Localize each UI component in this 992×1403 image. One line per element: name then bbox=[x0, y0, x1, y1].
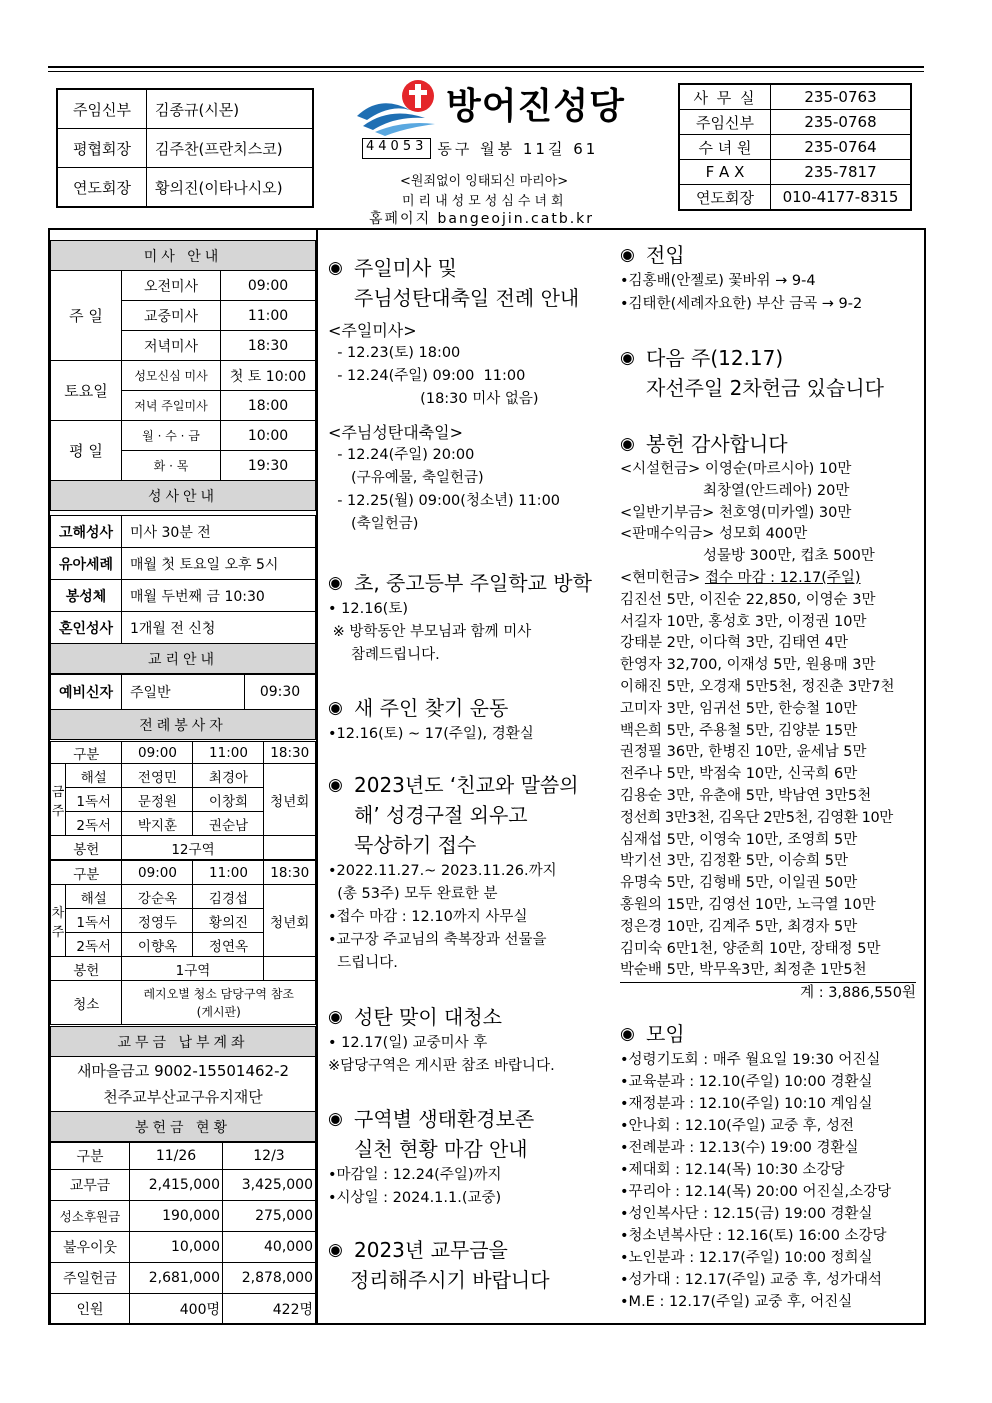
leader-role: 연도회장 bbox=[57, 168, 147, 208]
offering-category: 성소후원금 bbox=[51, 1201, 130, 1232]
sunday-label: 주 일 bbox=[51, 271, 122, 361]
meeting-line: •꾸리아 : 12.14(목) 20:00 어진실,소강당 bbox=[620, 1184, 892, 1200]
offering-amount: 190,000 bbox=[130, 1201, 223, 1232]
postal-code: 44053 bbox=[362, 138, 431, 159]
donor-line: 김진선 5만, 이진순 22,850, 이영순 3만 bbox=[620, 591, 876, 608]
notice-line: •김태한(세례자요한) 부산 금곡 → 9-2 bbox=[620, 296, 863, 312]
contact-row bbox=[679, 160, 911, 185]
church-logo bbox=[355, 76, 445, 136]
offering-category: 교무금 bbox=[51, 1170, 130, 1201]
donor-line: 한영자 32,700, 이재성 5만, 원용매 3만 bbox=[620, 657, 876, 674]
notice-new-owner bbox=[328, 693, 612, 746]
leader-role: 주임신부 bbox=[57, 89, 147, 129]
notice-title: 다음 주(12.17) bbox=[646, 346, 784, 370]
donor-line: 김미숙 6만1천, 양준희 10만, 장태정 5만 bbox=[620, 940, 881, 957]
offering-amount: 2,681,000 bbox=[130, 1263, 223, 1294]
notice-line: - 12.25(월) 09:00(청소년) 11:00 bbox=[328, 493, 561, 509]
donor-line: 홍원의 15만, 김영선 10만, 노극열 10만 bbox=[620, 896, 876, 913]
next-week-label: 차 주 bbox=[51, 885, 66, 957]
offering-district: 12구역 bbox=[122, 836, 264, 860]
donor-line: 유명숙 5만, 김형배 5만, 이일권 50만 bbox=[620, 875, 858, 892]
meeting-line: •교육분과 : 12.10(주일) 10:00 경환실 bbox=[620, 1074, 873, 1090]
mass-name: 화 · 목 bbox=[122, 451, 221, 481]
sacrament-detail: 1개월 전 신청 bbox=[122, 612, 316, 644]
notice-title: 정리해주시기 바랍니다 bbox=[350, 1268, 550, 1292]
mass-name: 저녁 주일미사 bbox=[122, 391, 221, 421]
offering-amount: 422명 bbox=[223, 1294, 316, 1325]
notice-line: (축일헌금) bbox=[328, 516, 419, 532]
notice-title: 초, 중고등부 주일학교 방학 bbox=[354, 571, 592, 595]
server: 강순옥 bbox=[122, 885, 193, 909]
dues-table bbox=[50, 1026, 316, 1142]
liturgy-header: 18:30 bbox=[264, 742, 316, 764]
offering-amount: 40,000 bbox=[223, 1232, 316, 1263]
donor-line: 박기선 3만, 김정환 5만, 이승희 5만 bbox=[620, 853, 849, 870]
rice-deadline: 접수 마감 : 12.17(주일) bbox=[704, 569, 861, 586]
circle-bullet-icon: ◉ bbox=[328, 775, 343, 795]
meeting-line: •재정분과 : 12.10(주일) 10:10 계임실 bbox=[620, 1096, 873, 1112]
meeting-line: •성령기도회 : 매주 월요일 19:30 어진실 bbox=[620, 1052, 881, 1068]
notice-line: • 12.16(토) bbox=[328, 601, 408, 617]
offering-category: 인원 bbox=[51, 1294, 130, 1325]
mass-name: 성모신심 미사 bbox=[122, 361, 221, 391]
notice-title: 모임 bbox=[646, 1022, 685, 1046]
contact-row bbox=[679, 135, 911, 160]
notice-line: 드립니다. bbox=[328, 955, 398, 971]
offering-category: 주일헌금 bbox=[51, 1263, 130, 1294]
liturgy-header: 09:00 bbox=[122, 742, 193, 764]
contact-label: 수 녀 원 bbox=[679, 135, 771, 160]
leader-row bbox=[57, 89, 313, 129]
meeting-line: •성가대 : 12.17(주일) 교중 후, 성가대석 bbox=[620, 1272, 883, 1288]
youth-group: 청년회 bbox=[264, 764, 316, 836]
notice-line: •김홍배(안젤로) 꽃바위 → 9-4 bbox=[620, 273, 816, 289]
contact-label: 주임신부 bbox=[679, 110, 771, 135]
offering-amount: 3,425,000 bbox=[223, 1170, 316, 1201]
server: 이향옥 bbox=[122, 933, 193, 957]
leader-name: 황의진(이타나시오) bbox=[147, 168, 314, 208]
donor-line: 백은희 5만, 주용철 5만, 김양분 15만 bbox=[620, 722, 858, 739]
server: 황의진 bbox=[193, 909, 264, 933]
sacrament-name: 혼인성사 bbox=[51, 612, 122, 644]
mass-name: 오전미사 bbox=[122, 271, 221, 301]
notice-title: 성탄 맞이 대청소 bbox=[354, 1005, 502, 1029]
mass-time: 09:00 bbox=[221, 271, 316, 301]
sacrament-name: 고해성사 bbox=[51, 516, 122, 548]
circle-bullet-icon: ◉ bbox=[620, 348, 635, 368]
thanks-line: <시설헌금> 이영순(마르시아) 10만 bbox=[620, 461, 852, 477]
server: 정영두 bbox=[122, 909, 193, 933]
mass-time: 18:30 bbox=[221, 331, 316, 361]
leader-name: 김주찬(프란치스코) bbox=[147, 129, 314, 168]
doctrine-label: 예비신자 bbox=[51, 675, 122, 710]
liturgy-week2-table bbox=[50, 860, 316, 1025]
offering-amount: 10,000 bbox=[130, 1232, 223, 1263]
doctrine-class: 주일반 bbox=[122, 675, 245, 710]
mass-name: 저녁미사 bbox=[122, 331, 221, 361]
mass-time: 19:30 bbox=[221, 451, 316, 481]
leader-role: 평협회장 bbox=[57, 129, 147, 168]
dues-account: 새마을금고 9002-15501462-2 bbox=[76, 1062, 290, 1080]
donor-line: 이해진 5만, 오경재 5만5천, 정진춘 3만7천 bbox=[620, 678, 895, 695]
mass-name: 교중미사 bbox=[122, 301, 221, 331]
liturgy-header: 구분 bbox=[51, 861, 122, 885]
doctrine-title: 교리안내 bbox=[51, 644, 316, 674]
circle-bullet-icon: ◉ bbox=[620, 1024, 635, 1044]
notice-line: - 12.24(주일) 20:00 bbox=[328, 447, 475, 463]
sisters: 미리내성모성심수녀회 bbox=[402, 194, 568, 209]
notice-line: - 12.23(토) 18:00 bbox=[328, 345, 461, 361]
contact-value: 010-4177-8315 bbox=[771, 185, 912, 211]
notice-thanks bbox=[620, 429, 916, 1005]
meeting-line: •성인복사단 : 12.15(금) 19:00 경환실 bbox=[620, 1206, 873, 1222]
notice-line: - 12.24(주일) 09:00 11:00 bbox=[328, 368, 526, 384]
sacrament-name: 유아세례 bbox=[51, 548, 122, 580]
notice-title: 해’ 성경구절 외우고 bbox=[354, 803, 528, 827]
server: 최경아 bbox=[193, 764, 264, 788]
circle-bullet-icon: ◉ bbox=[328, 1240, 343, 1260]
contact-label: 연도회장 bbox=[679, 185, 771, 211]
offering-amount: 275,000 bbox=[223, 1201, 316, 1232]
notice-line: •접수 마감 : 12.10까지 사무실 bbox=[328, 909, 528, 925]
notice-title: 실천 현황 마감 안내 bbox=[354, 1137, 528, 1161]
leader-row bbox=[57, 168, 313, 208]
thanks-line: 최창열(안드레아) 20만 bbox=[620, 482, 850, 499]
top-rule-thin bbox=[48, 71, 924, 72]
rice-total bbox=[620, 982, 916, 1005]
notice-line: •12.16(토) ~ 17(주일), 경환실 bbox=[328, 726, 534, 742]
mass-guide-title: 미사 안내 bbox=[51, 241, 316, 271]
meeting-line: •안나회 : 12.10(주일) 교중 후, 성전 bbox=[620, 1118, 854, 1134]
liturgy-title: 전례봉사자 bbox=[51, 710, 316, 740]
notice-line: <주님성탄대축일> bbox=[328, 423, 464, 442]
notice-line: 참례드립니다. bbox=[328, 647, 440, 663]
contacts-table bbox=[678, 83, 912, 211]
notice-line: •마감일 : 12.24(주일)까지 bbox=[328, 1167, 502, 1183]
notice-line: • 12.17(일) 교중미사 후 bbox=[328, 1035, 488, 1051]
notice-cleaning bbox=[328, 1002, 612, 1078]
liturgy-header: 18:30 bbox=[264, 861, 316, 885]
server: 권순남 bbox=[193, 812, 264, 836]
thanks-line: <판매수익금> 성모회 400만 bbox=[620, 526, 808, 543]
offering-table bbox=[50, 1142, 316, 1325]
thanks-line: <일반기부금> 천호영(미카엘) 30만 bbox=[620, 504, 852, 521]
meeting-line: •청소년복사단 : 12.16(토) 16:00 소강당 bbox=[620, 1228, 887, 1244]
offering-status-title: 봉헌금 현황 bbox=[51, 1112, 316, 1142]
circle-bullet-icon: ◉ bbox=[620, 245, 635, 265]
leaders-table bbox=[56, 88, 314, 208]
notice-title: 주님성탄대축일 전례 안내 bbox=[354, 286, 580, 310]
donor-line: 정선희 3만3천, 김옥단 2만5천, 김영환 10만 bbox=[620, 809, 893, 826]
notice-meetings bbox=[620, 1019, 916, 1313]
mass-name: 월 · 수 · 금 bbox=[122, 421, 221, 451]
contact-value: 235-7817 bbox=[771, 160, 912, 185]
notice-title: 새 주인 찾기 운동 bbox=[354, 696, 509, 720]
notice-sunday-school bbox=[328, 568, 612, 667]
meeting-line: •전례분과 : 12.13(수) 19:00 경환실 bbox=[620, 1140, 859, 1156]
top-rule bbox=[48, 66, 924, 68]
dues-title: 교무금 납부계좌 bbox=[51, 1027, 316, 1057]
server: 문정원 bbox=[122, 788, 193, 812]
notice-line: •교구장 주교님의 축복장과 선물을 bbox=[328, 932, 547, 948]
sacrament-name: 봉성체 bbox=[51, 580, 122, 612]
meeting-line: •노인분과 : 12.17(주일) 10:00 정희실 bbox=[620, 1250, 873, 1266]
notice-title: 2023년도 ‘친교와 말씀의 bbox=[354, 773, 579, 797]
notice-title: 자선주일 2차헌금 있습니다 bbox=[646, 376, 884, 400]
circle-bullet-icon: ◉ bbox=[328, 258, 343, 278]
donor-line: 권정필 36만, 한병진 10만, 윤세남 5만 bbox=[620, 744, 867, 761]
server: 박지훈 bbox=[122, 812, 193, 836]
sacrament-table bbox=[50, 515, 316, 674]
offering-amount: 2,878,000 bbox=[223, 1263, 316, 1294]
offering-category: 불우이웃 bbox=[51, 1232, 130, 1263]
notice-line bbox=[328, 411, 612, 421]
contact-row bbox=[679, 84, 911, 110]
cleaning-label: 청소 bbox=[51, 981, 122, 1025]
circle-bullet-icon: ◉ bbox=[328, 573, 343, 593]
dues-foundation: 천주교부산교구유지재단 bbox=[103, 1088, 263, 1106]
offering-label: 봉헌 bbox=[51, 836, 122, 860]
left-info-table bbox=[50, 240, 316, 511]
address-text: 동구 월봉 11길 61 bbox=[437, 140, 599, 158]
donor-line: 심재섭 5만, 이영숙 10만, 조영희 5만 bbox=[620, 831, 858, 848]
notice-line: •시상일 : 2024.1.1.(교중) bbox=[328, 1190, 502, 1206]
offering-amount: 400명 bbox=[130, 1294, 223, 1325]
liturgy-header: 구분 bbox=[51, 742, 122, 764]
notice-title: 2023년 교무금을 bbox=[354, 1238, 508, 1262]
server: 이창희 bbox=[193, 788, 264, 812]
mass-time: 10:00 bbox=[221, 421, 316, 451]
sacrament-detail: 매월 두번째 금 10:30 bbox=[122, 580, 316, 612]
notice-line: (구유예물, 축일헌금) bbox=[328, 470, 484, 486]
homepage: 홈페이지 bangeojin.catb.kr bbox=[369, 211, 595, 227]
donor-line: 고미자 3만, 임귀선 5만, 한승철 10만 bbox=[620, 700, 858, 717]
circle-bullet-icon: ◉ bbox=[620, 434, 635, 454]
notice-title: 봉헌 감사합니다 bbox=[646, 432, 788, 456]
role: 해설 bbox=[66, 764, 122, 788]
notice-transfer bbox=[620, 240, 916, 316]
server: 김경섭 bbox=[193, 885, 264, 909]
offering-header: 구분 bbox=[51, 1143, 130, 1170]
sacrament-detail: 미사 30분 전 bbox=[122, 516, 316, 548]
offering-header: 12/3 bbox=[223, 1143, 316, 1170]
sacrament-title: 성사안내 bbox=[51, 481, 316, 511]
role: 1독서 bbox=[66, 788, 122, 812]
contact-value: 235-0763 bbox=[771, 84, 912, 110]
notice-christmas-mass bbox=[328, 253, 612, 536]
server: 전영민 bbox=[122, 764, 193, 788]
leader-row bbox=[57, 129, 313, 168]
notice-title: 구역별 생태환경보존 bbox=[354, 1107, 535, 1131]
circle-bullet-icon: ◉ bbox=[328, 1007, 343, 1027]
contact-value: 235-0764 bbox=[771, 135, 912, 160]
left-column-divider bbox=[316, 228, 318, 1323]
contact-row bbox=[679, 185, 911, 211]
notice-line: (총 53주) 모두 완료한 분 bbox=[328, 886, 498, 902]
contact-value: 235-0768 bbox=[771, 110, 912, 135]
donor-line: 박순배 5만, 박무옥3만, 최정춘 1만5천 bbox=[620, 962, 867, 979]
notice-line: (18:30 미사 없음) bbox=[328, 391, 539, 407]
donor-line: 김용순 3만, 유춘애 5만, 박남연 3만5천 bbox=[620, 787, 872, 804]
youth-group: 청년회 bbox=[264, 885, 316, 957]
offering-label: 봉헌 bbox=[51, 957, 122, 981]
liturgy-week1-table bbox=[50, 741, 316, 860]
server: 정연옥 bbox=[193, 933, 264, 957]
liturgy-header: 09:00 bbox=[122, 861, 193, 885]
doctrine-table bbox=[50, 674, 316, 740]
sacrament-detail: 매월 첫 토요일 오후 5시 bbox=[122, 548, 316, 580]
cleaning-note: (게시판) bbox=[196, 1004, 241, 1019]
notice-dues bbox=[328, 1235, 612, 1295]
leader-name: 김종규(시몬) bbox=[147, 89, 314, 129]
rice-total-text: 계 : 3,886,550원 bbox=[800, 985, 916, 1002]
contact-label: F A X bbox=[679, 160, 771, 185]
role: 2독서 bbox=[66, 933, 122, 957]
liturgy-header: 11:00 bbox=[193, 742, 264, 764]
mass-time: 첫 토 10:00 bbox=[221, 361, 316, 391]
notice-line: <주일미사> bbox=[328, 321, 417, 340]
role: 2독서 bbox=[66, 812, 122, 836]
notice-line: •2022.11.27.~ 2023.11.26.까지 bbox=[328, 863, 557, 879]
circle-bullet-icon: ◉ bbox=[328, 698, 343, 718]
doctrine-time: 09:30 bbox=[245, 675, 316, 710]
notice-title: 묵상하기 접수 bbox=[354, 833, 477, 857]
this-week-label: 금 주 bbox=[51, 764, 66, 836]
thanks-line: 성물방 300만, 컵초 500만 bbox=[620, 548, 875, 565]
meeting-line: •제대회 : 12.14(목) 10:30 소강당 bbox=[620, 1162, 845, 1178]
notice-line: ※담당구역은 게시판 참조 바랍니다. bbox=[328, 1058, 555, 1074]
donor-line: 전주나 5만, 박점숙 10만, 신국희 6만 bbox=[620, 766, 858, 783]
donor-line: 서길자 10만, 홍성호 3만, 이정권 10만 bbox=[620, 613, 867, 630]
donor-line: 정은경 10만, 김계주 5만, 최경자 5만 bbox=[620, 918, 858, 935]
cleaning-text: 레지오별 청소 담당구역 참조 bbox=[143, 986, 295, 1001]
offering-amount: 2,415,000 bbox=[130, 1170, 223, 1201]
liturgy-header: 11:00 bbox=[193, 861, 264, 885]
saturday-label: 토요일 bbox=[51, 361, 122, 421]
notice-line: ※ 방학동안 부모님과 함께 미사 bbox=[328, 624, 532, 640]
meeting-line: •M.E : 12.17(주일) 교중 후, 어진실 bbox=[620, 1294, 853, 1310]
weekday-label: 평 일 bbox=[51, 421, 122, 481]
mass-time: 18:00 bbox=[221, 391, 316, 421]
rice-prefix: <현미헌금> bbox=[620, 569, 701, 586]
mass-time: 11:00 bbox=[221, 301, 316, 331]
offering-header: 11/26 bbox=[130, 1143, 223, 1170]
offering-district: 1구역 bbox=[122, 957, 264, 981]
donor-line: 강태분 2만, 이다혁 3만, 김태연 4만 bbox=[620, 635, 849, 652]
notice-title: 전입 bbox=[646, 243, 685, 267]
address bbox=[362, 138, 598, 159]
circle-bullet-icon: ◉ bbox=[328, 1109, 343, 1129]
role: 1독서 bbox=[66, 909, 122, 933]
notice-ecology bbox=[328, 1104, 612, 1210]
contact-row bbox=[679, 110, 911, 135]
notice-bible-verse bbox=[328, 770, 612, 975]
contact-label: 사 무 실 bbox=[679, 84, 771, 110]
motto: <원죄없이 잉태되신 마리아> bbox=[400, 174, 569, 189]
notice-title: 주일미사 및 bbox=[354, 256, 457, 280]
church-name: 방어진성당 bbox=[446, 86, 625, 127]
role: 해설 bbox=[66, 885, 122, 909]
notice-next-week bbox=[620, 343, 916, 403]
